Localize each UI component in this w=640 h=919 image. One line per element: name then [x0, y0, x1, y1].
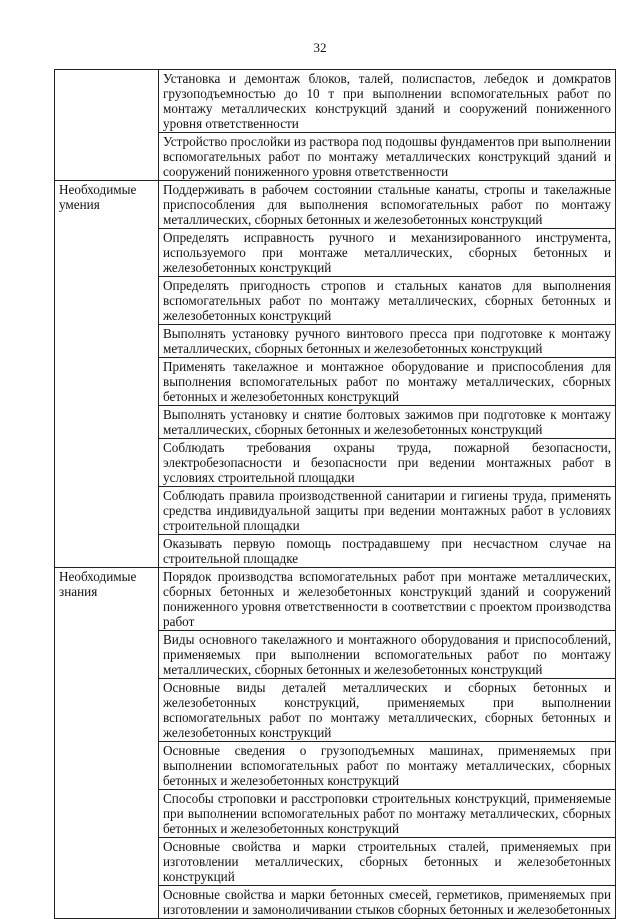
table-row — [55, 568, 616, 631]
table-cell: Соблюдать правила производственной санитарии и гигиены труда, применять средства индивидуальной защиты при ведении монтажных работ в условиях строительной площадки — [159, 487, 616, 535]
knowledge-label: Необходимые знания — [55, 568, 159, 919]
table-cell: Определять исправность ручного и механизированного инструмента, используемого при монтаже металлических, сборных бетонных и железобетонных конструкций — [159, 229, 616, 277]
table-cell: Поддерживать в рабочем состоянии стальные канаты, стропы и такелажные приспособления для выполнения вспомогательных работ по монтажу металлических, сборных бетонных и железобетонных конструкций — [159, 181, 616, 229]
table-cell: Оказывать первую помощь пострадавшему при несчастном случае на строительной площадке — [159, 535, 616, 568]
table-cell: Порядок производства вспомогательных работ при монтаже металлических, сборных бетонных и железобетонных конструкций зданий и сооружений пониженного уровня ответственности в соответствии с проектом производства работ — [159, 568, 616, 631]
table-cell: Основные свойства и марки бетонных смесей, герметиков, применяемых при изготовлении и замоноличивании стыков сборных бетонных и железобетонных — [159, 886, 616, 919]
table-cell: Соблюдать требования охраны труда, пожарной безопасности, электробезопасности и безопасности при ведении монтажных работ в условиях строительной площадки — [159, 439, 616, 487]
table-cell: Виды основного такелажного и монтажного оборудования и приспособлений, применяемых при выполнении вспомогательных работ по монтажу металлических, сборных бетонных и железобетонных конструкций — [159, 631, 616, 679]
table-cell: Способы строповки и расстроповки строительных конструкций, применяемые при выполнении вспомогательных работ по монтажу металлических, сборных бетонных и железобетонных конструкций — [159, 790, 616, 838]
table-cell: Устройство прослойки из раствора под подошвы фундаментов при выполнении вспомогательных работ по монтажу металлических конструкций зданий и сооружений пониженного уровня ответственности — [159, 133, 616, 181]
page-number: 32 — [313, 40, 327, 55]
table-cell: Определять пригодность стропов и стальных канатов для выполнения вспомогательных работ по монтажу металлических, сборных бетонных и железобетонных конструкций — [159, 277, 616, 325]
requirements-table — [54, 69, 616, 919]
table-row — [55, 70, 616, 133]
table-row — [55, 181, 616, 229]
table-cell: Основные свойства и марки строительных сталей, применяемых при изготовлении металлических, сборных бетонных и железобетонных конструкций — [159, 838, 616, 886]
table-cell: Основные сведения о грузоподъемных машинах, применяемых при выполнении вспомогательных работ по монтажу металлических, сборных бетонных и железобетонных конструкций — [159, 742, 616, 790]
empty-label-cell — [55, 70, 159, 181]
table-cell: Основные виды деталей металлических и сборных бетонных и железобетонных конструкций, применяемых при выполнении вспомогательных работ по монтажу металлических, сборных бетонных и железобетонных конструкций — [159, 679, 616, 742]
skills-label: Необходимые умения — [55, 181, 159, 568]
table-cell: Выполнять установку ручного винтового пресса при подготовке к монтажу металлических, сборных бетонных и железобетонных конструкций — [159, 325, 616, 358]
table-cell: Установка и демонтаж блоков, талей, полиспастов, лебедок и домкратов грузоподъемностью до 10 т при выполнении вспомогательных работ по монтажу металлических конструкций зданий и сооружений пониженного уровня ответственности — [159, 70, 616, 133]
table-cell: Применять такелажное и монтажное оборудование и приспособления для выполнения вспомогательных работ по монтажу металлических, сборных бетонных и железобетонных конструкций — [159, 358, 616, 406]
table-cell: Выполнять установку и снятие болтовых зажимов при подготовке к монтажу металлических, сборных бетонных и железобетонных конструкций — [159, 406, 616, 439]
